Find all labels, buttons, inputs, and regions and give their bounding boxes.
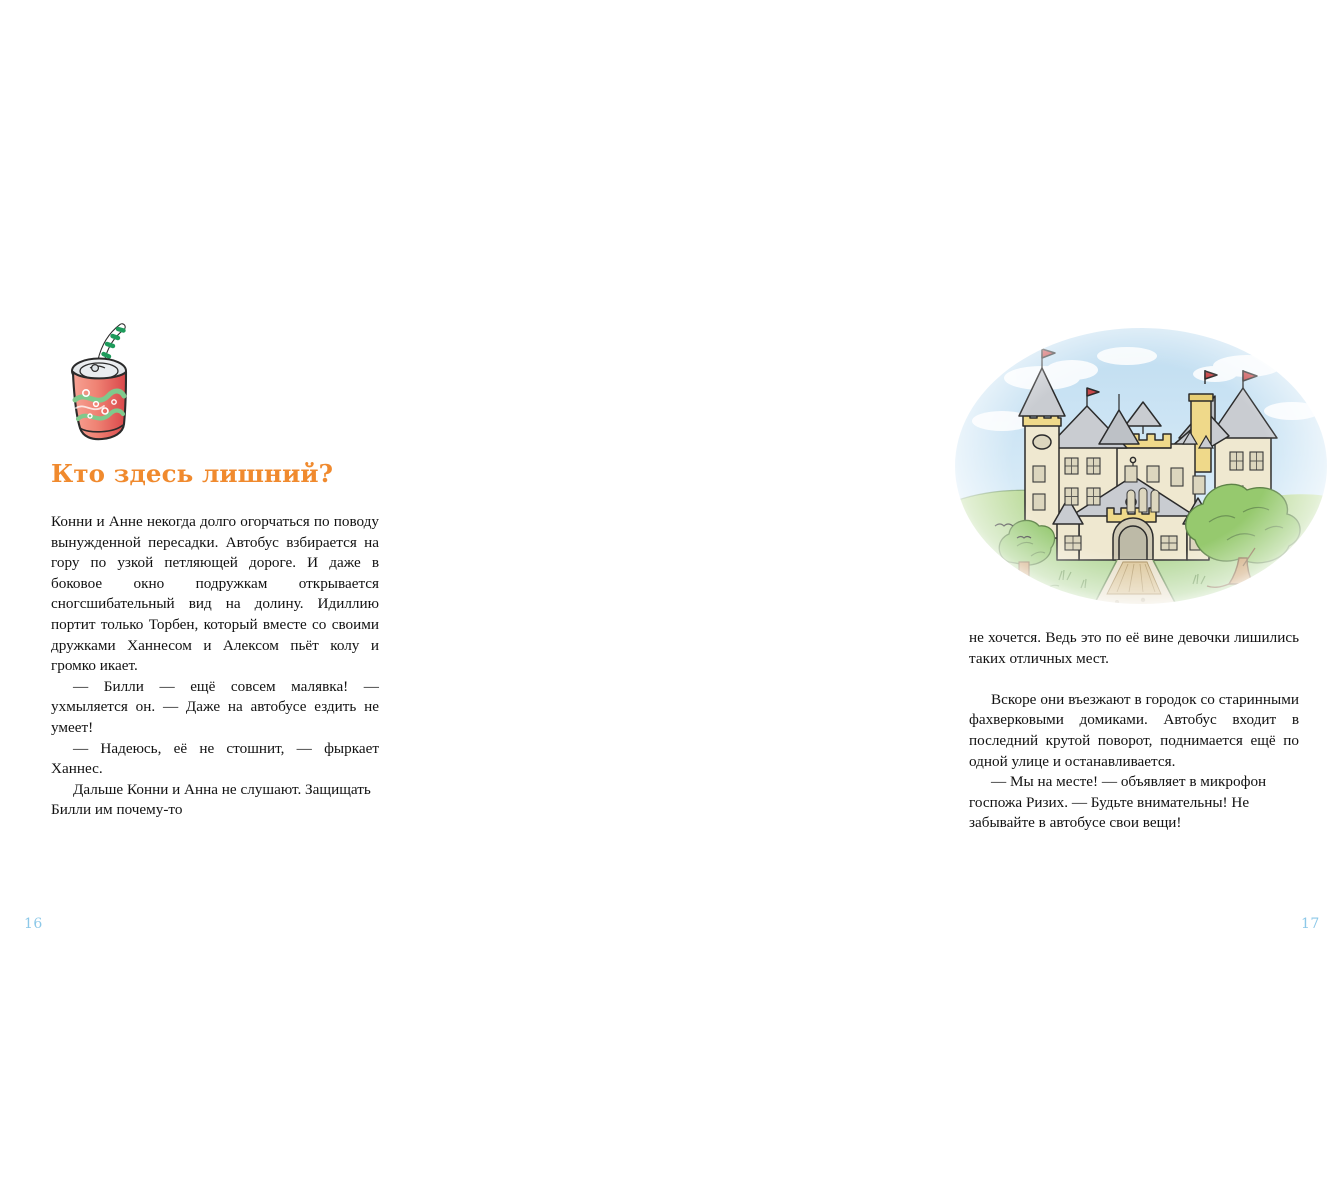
- paragraph: — Билли — ещё совсем малявка! — ухмыляется он. — Даже на автобусе ездить не умеет!: [51, 677, 379, 736]
- paragraph: не хочется. Ведь это по её вине девочки лишились таких отличных мест.: [969, 629, 1299, 667]
- paragraph: — Мы на месте! — объявляет в микрофон госпожа Ризих. — Будьте внимательны! Не забывайте в автобусе свои вещи!: [969, 773, 1267, 832]
- page-number-left: 16: [24, 916, 43, 932]
- paragraph: Вскоре они въезжают в городок со старинными фахверковыми домиками. Автобус входит в последний крутой поворот, поднимается ещё по одной улице и останавливается.: [969, 690, 1299, 770]
- left-page: [0, 0, 450, 1200]
- left-page-body-text: [51, 512, 379, 821]
- paragraph: Конни и Анне некогда долго огорчаться по поводу вынужденной пересадки. Автобус взбирается на гору по узкой петляющей дороге. И даже в боковое окно подружкам открывается сногсшибательный вид на долину. Идиллию портит только Торбен, который вместе со своими дружками Ханнесом и Алексом пьёт колу и громко икает.: [51, 513, 379, 675]
- soda-can-with-straw-illustration: [52, 316, 182, 448]
- page-number-right: 17: [1301, 916, 1320, 932]
- paragraph: — Надеюсь, её не стошнит, — фыркает Ханнес.: [51, 739, 379, 778]
- paragraph: Дальше Конни и Анна не слушают. Защищать Билли им почему-то: [51, 780, 371, 819]
- chapter-title: Кто здесь лишний?: [51, 459, 334, 488]
- right-page: [450, 0, 1320, 1200]
- fairytale-castle-illustration: [947, 326, 1335, 618]
- right-page-body-text: [969, 628, 1299, 834]
